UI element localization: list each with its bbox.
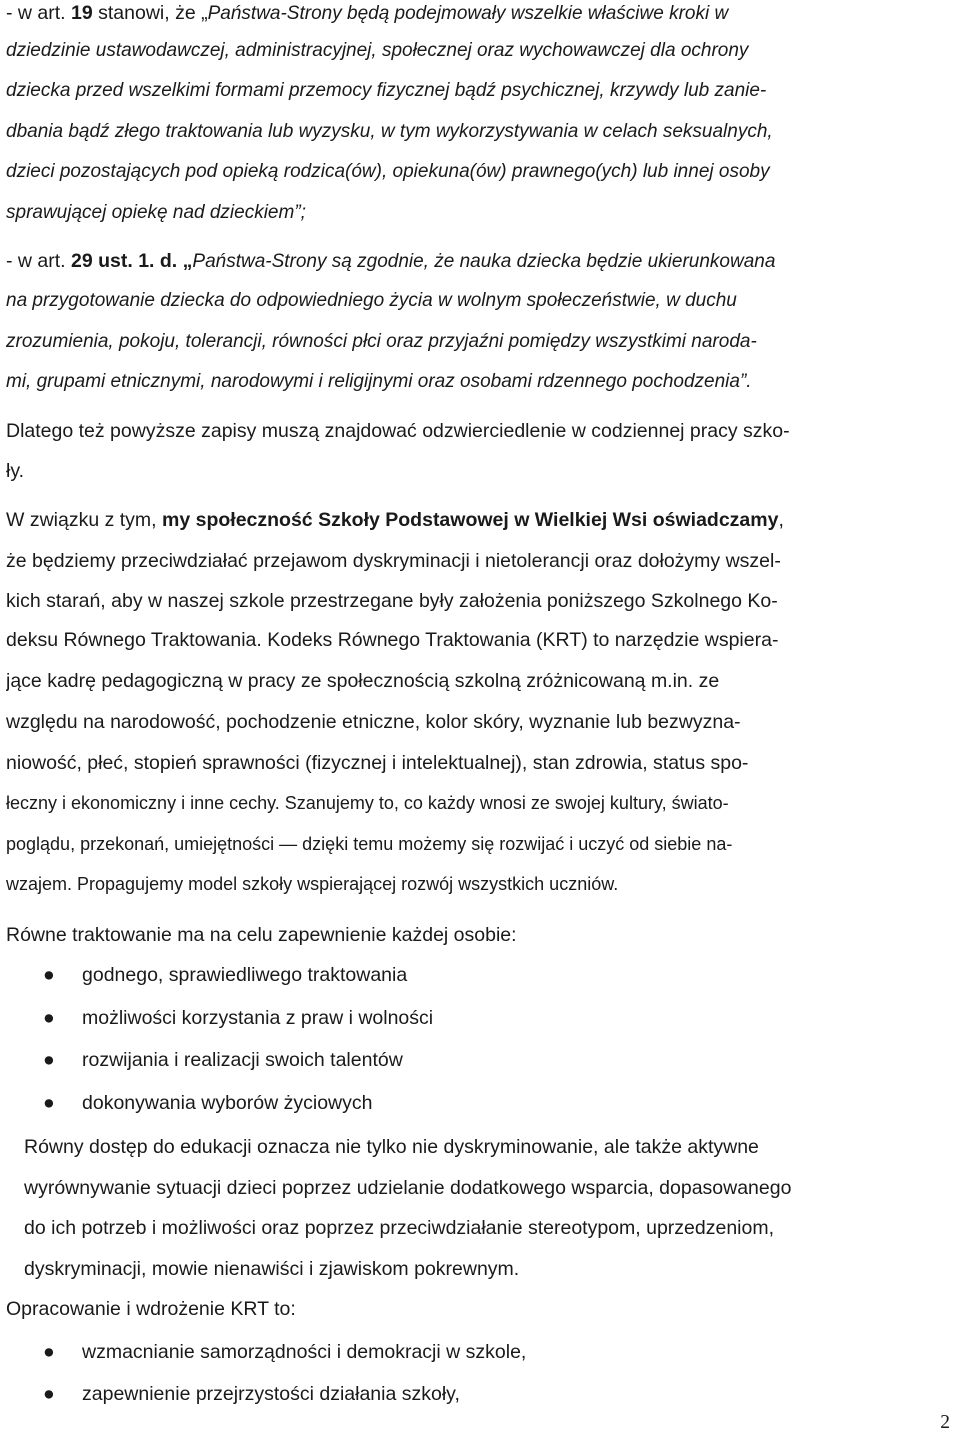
- quote1-line: dziedzinie ustawodawczej, administracyjnej, społecznej oraz wychowawczej dla ochrony: [6, 40, 749, 61]
- wzwiazku-line: deksu Równego Traktowania. Kodeks Równego Traktowania (KRT) to narzędzie wspiera-: [6, 629, 779, 651]
- wzwiazku-line: wzajem. Propagujemy model szkoły wspierającej rozwój wszystkich uczniów.: [6, 874, 619, 894]
- wzwiazku-first-line: [6, 509, 954, 532]
- quote1-prefix: - w art.: [6, 2, 72, 24]
- wzwiazku-line: jące kadrę pedagogiczną w pracy ze społecznością szkolną zróżnicowaną m.in. ze: [6, 670, 720, 692]
- bullet-icon: ●: [43, 1092, 55, 1114]
- quote1-line-0: Państwa-Strony będą podejmowały wszelkie właściwe kroki w: [207, 3, 729, 24]
- rowne-item: dokonywania wyborów życiowych: [82, 1092, 373, 1114]
- dostep-line: wyrównywanie sytuacji dzieci poprzez udzielanie dodatkowego wsparcia, dopasowanego: [24, 1177, 792, 1199]
- bullet-icon: ●: [43, 1049, 55, 1071]
- wzwiazku-line: niowość, płeć, stopień sprawności (fizycznej i intelektualnej), stan zdrowia, status spo-: [6, 752, 749, 774]
- wzwiazku-line: kich starań, aby w naszej szkole przestrzegane były założenia poniższego Szkolnego Ko-: [6, 590, 778, 612]
- dlatego-line: ły.: [6, 460, 25, 482]
- bullet-icon: ●: [43, 1341, 55, 1363]
- wzwiazku-bold: my społeczność Szkoły Podstawowej w Wielkiej Wsi oświadczamy: [162, 509, 779, 531]
- quote2-first-line: [6, 250, 954, 273]
- wzwiazku-line: łeczny i ekonomiczny i inne cechy. Szanujemy to, co każdy wnosi ze swojej kultury, świato-: [6, 793, 729, 813]
- quote2-line: na przygotowanie dziecka do odpowiedniego życia w wolnym społeczeństwie, w duchu: [6, 290, 737, 311]
- quote1-line: dzieci pozostających pod opieką rodzica(ów), opiekuna(ów) prawnego(ych) lub innej osoby: [6, 161, 770, 182]
- page-number: 2: [940, 1412, 950, 1433]
- quote1-line: sprawującej opiekę nad dzieckiem”;: [6, 202, 306, 223]
- quote1-line: dziecka przed wszelkimi formami przemocy fizycznej bądź psychicznej, krzywdy lub zanie-: [6, 80, 767, 101]
- quote1-art: 19: [71, 2, 93, 24]
- dostep-line: dyskryminacji, mowie nienawiści i zjawiskom pokrewnym.: [24, 1258, 520, 1280]
- opracowanie-intro: Opracowanie i wdrożenie KRT to:: [6, 1298, 296, 1320]
- opracowanie-item: wzmacnianie samorządności i demokracji w szkole,: [82, 1341, 527, 1363]
- quote1-first-line: [6, 2, 954, 25]
- wzwiazku-line: poglądu, przekonań, umiejętności — dzięki temu możemy się rozwijać i uczyć od siebie na-: [6, 834, 733, 854]
- quote2-ref: 29 ust. 1. d.: [71, 250, 178, 272]
- bullet-icon: ●: [43, 1383, 55, 1405]
- dlatego-line: Dlatego też powyższe zapisy muszą znajdować odzwierciedlenie w codziennej pracy szko-: [6, 420, 790, 442]
- opracowanie-item: zapewnienie przejrzystości działania szkoły,: [82, 1383, 460, 1405]
- quote2-first: Państwa-Strony są zgodnie, że nauka dziecka będzie ukierunkowana: [192, 251, 776, 272]
- quote1-lead: stanowi, że „: [92, 2, 208, 24]
- dostep-line: do ich potrzeb i możliwości oraz poprzez przeciwdziałanie stereotypom, uprzedzeniom,: [24, 1217, 775, 1239]
- rowne-intro: Równe traktowanie ma na celu zapewnienie każdej osobie:: [6, 924, 517, 946]
- quote2-quote-mark: „: [177, 250, 193, 272]
- wzwiazku-lead: W związku z tym,: [6, 509, 163, 531]
- quote2-line: zrozumienia, pokoju, tolerancji, równości płci oraz przyjaźni pomiędzy wszystkimi naroda-: [6, 331, 757, 352]
- quote2-prefix: - w art.: [6, 250, 72, 272]
- quote2-line: mi, grupami etnicznymi, narodowymi i religijnymi oraz osobami rdzennego pochodzenia”.: [6, 371, 752, 392]
- wzwiazku-line: że będziemy przeciwdziałać przejawom dyskryminacji i nietolerancji oraz dołożymy wszel-: [6, 550, 781, 572]
- rowne-item: godnego, sprawiedliwego traktowania: [82, 964, 408, 986]
- wzwiazku-tail: ,: [778, 509, 784, 531]
- quote1-line: dbania bądź złego traktowania lub wyzysku, w tym wykorzystywania w celach seksualnych,: [6, 121, 773, 142]
- dostep-line: Równy dostęp do edukacji oznacza nie tylko nie dyskryminowanie, ale także aktywne: [24, 1136, 759, 1158]
- bullet-icon: ●: [43, 1007, 55, 1029]
- rowne-item: możliwości korzystania z praw i wolności: [82, 1007, 434, 1029]
- rowne-item: rozwijania i realizacji swoich talentów: [82, 1049, 403, 1071]
- bullet-icon: ●: [43, 964, 55, 986]
- wzwiazku-line: względu na narodowość, pochodzenie etniczne, kolor skóry, wyznanie lub bezwyzna-: [6, 711, 741, 733]
